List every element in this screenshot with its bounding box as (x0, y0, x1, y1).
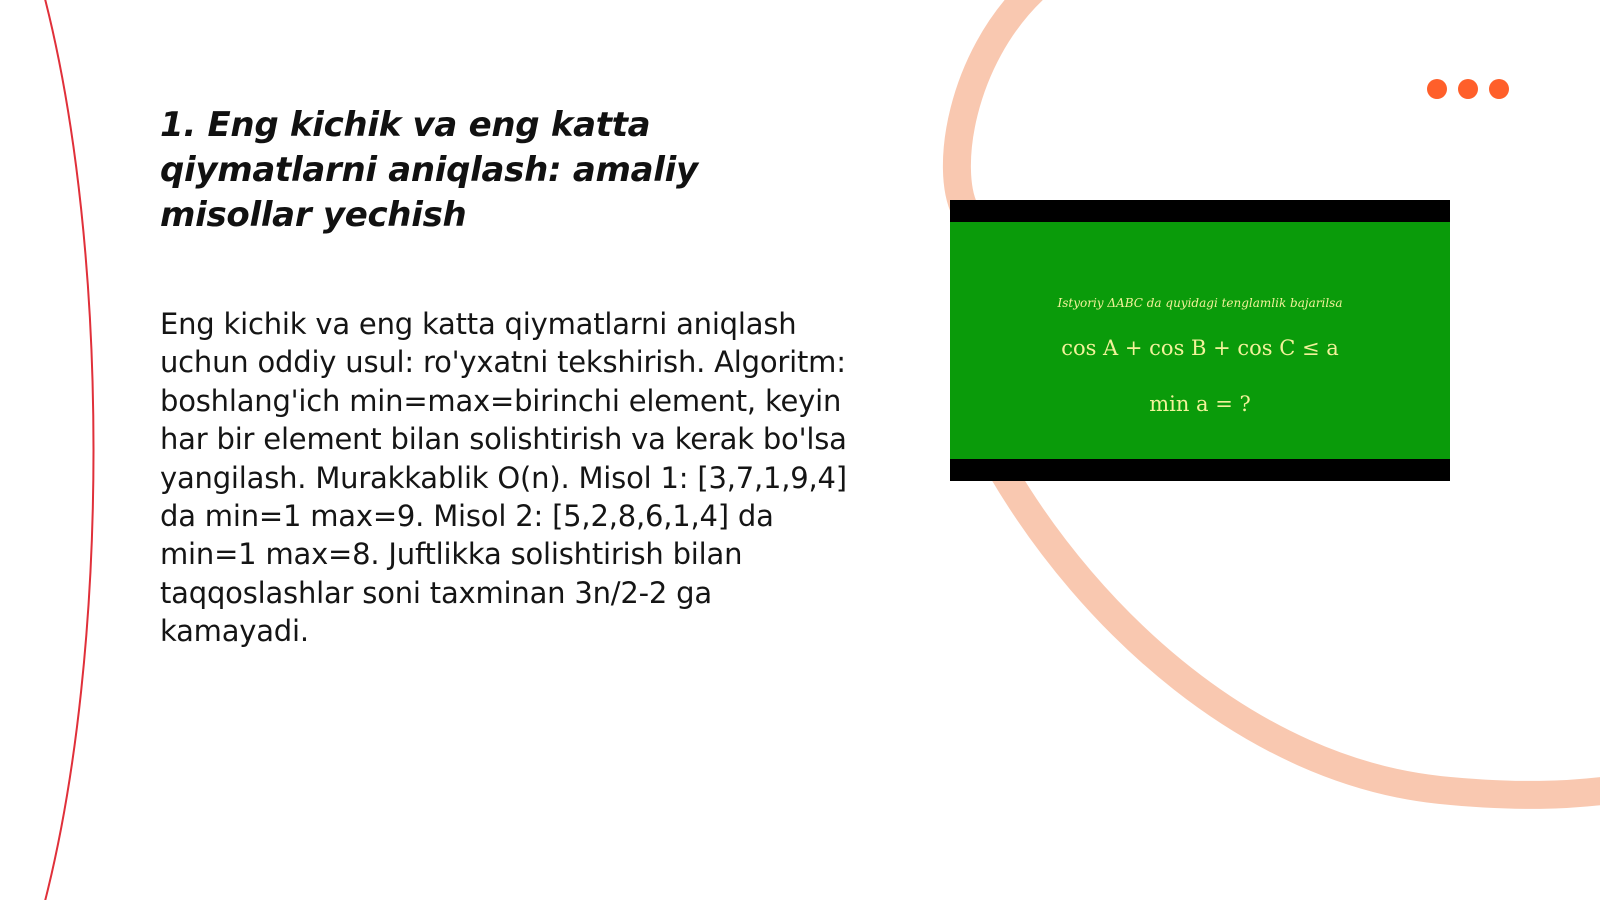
math-problem-image (950, 200, 1450, 481)
math-problem-panel (950, 222, 1450, 459)
decorative-left-curve (44, 0, 94, 900)
decorative-dots (1427, 79, 1509, 99)
dot-icon (1458, 79, 1478, 99)
decorative-arc (957, 0, 1033, 210)
math-problem-formula: cos A + cos B + cos C ≤ a (1061, 336, 1339, 360)
math-problem-caption: Istyoriy ΔABC da quyidagi tenglamlik bajarilsa (1057, 296, 1343, 310)
dot-icon (1489, 79, 1509, 99)
decorative-arc-lower (1002, 470, 1600, 795)
slide-title: 1. Eng kichik va eng katta qiymatlarni aniqlash: amaliy misollar yechish (160, 105, 698, 235)
slide-body-text: Eng kichik va eng katta qiymatlarni aniqlash uchun oddiy usul: ro'yxatni tekshirish. Algoritm: boshlang'ich min=max=birinchi element, keyin har bir element bilan solishtirish va kerak bo'lsa yangilash. Murakkablik O(n). Misol 1: [3,7,1,9,4] da min=1 max=9. Misol 2: [5,2,8,6,1,4] da min=1 max=8. Juftlikka solishtirish bilan taqqoslashlar soni taxminan 3n/2-2 ga kamayadi. (160, 307, 847, 649)
dot-icon (1427, 79, 1447, 99)
math-problem-question: min a = ? (1149, 392, 1251, 416)
